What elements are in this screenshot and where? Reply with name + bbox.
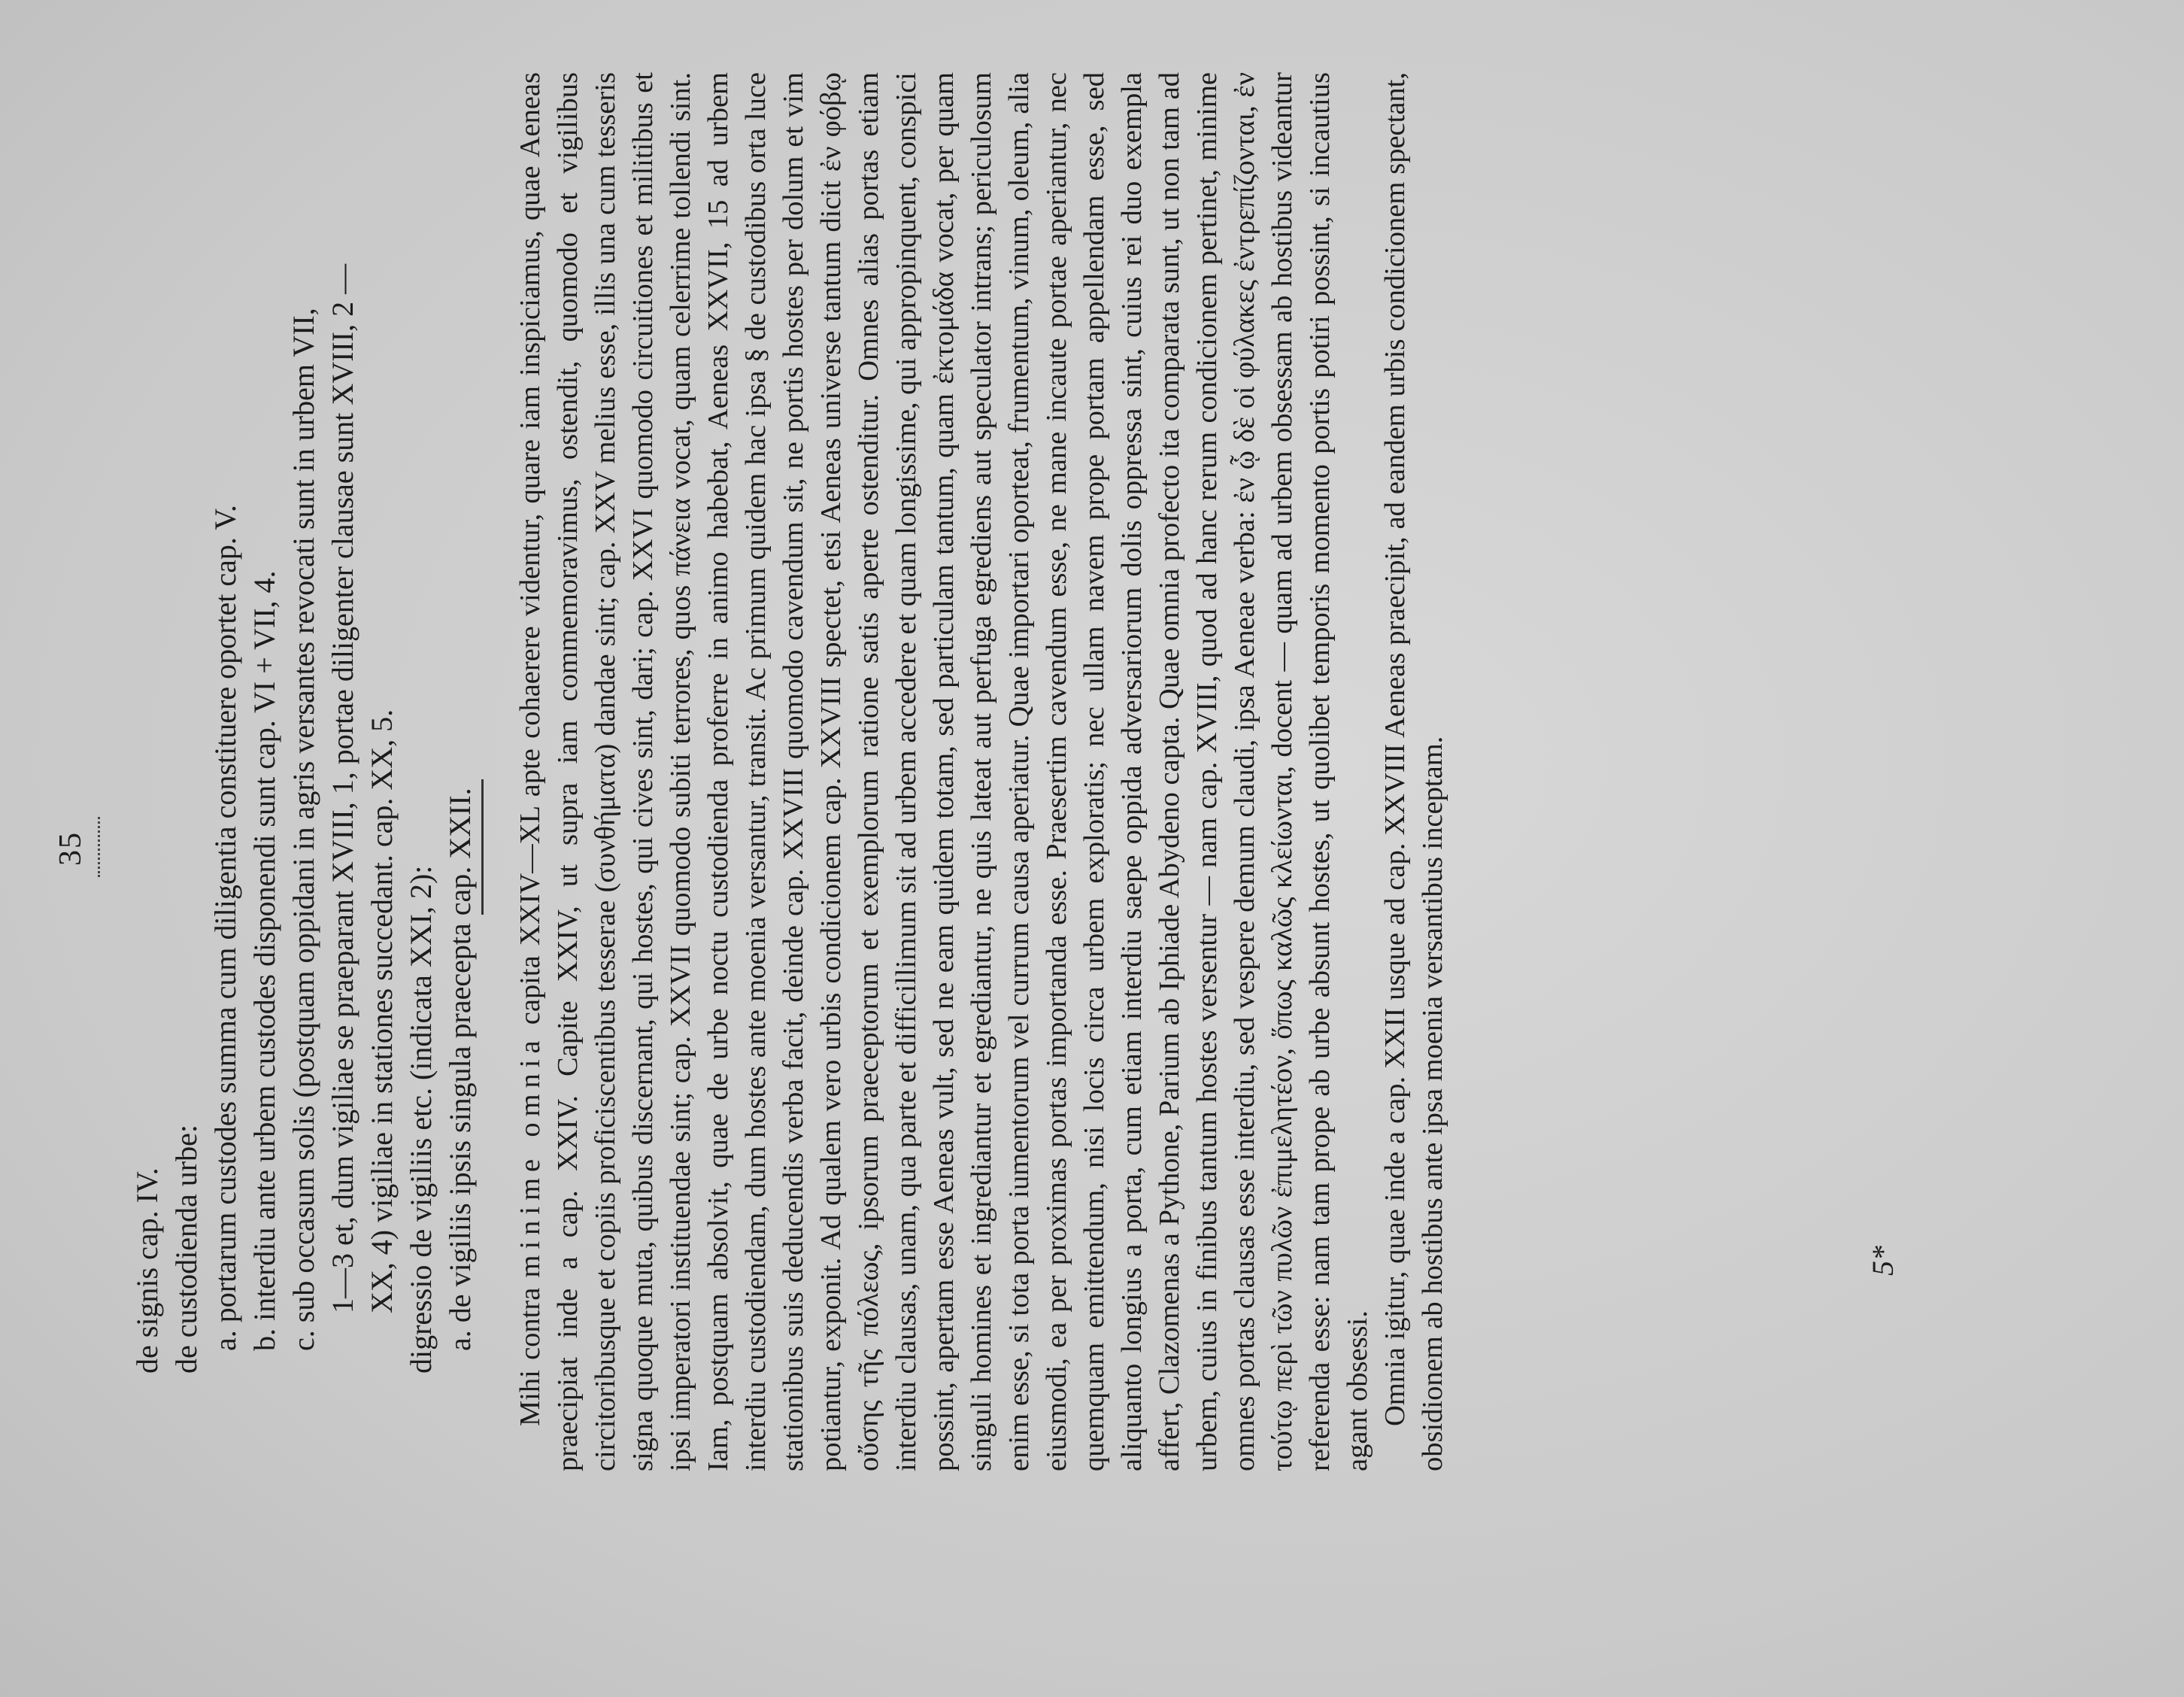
section-divider: [481, 779, 484, 915]
spaced-emphasis: minime omnia: [514, 1034, 546, 1278]
outline-line: a. portarum custodes summa cum diligentia constituere oportet cap. V.: [208, 505, 242, 1351]
outline-line: digressio de vigiliis etc. (indicata XXI, 2):: [404, 865, 438, 1374]
signature-mark: 5*: [1866, 1246, 1900, 1276]
outline-line: XX, 4) vigiliae in stationes succedant. cap. XX, 5.: [365, 709, 399, 1313]
outline-line: b. interdiu ante urbem custodes disponendi sunt cap. VI + VII, 4.: [247, 570, 281, 1351]
outline-list: [128, 80, 480, 1374]
outline-line: a. de vigiliis ipsis singula praecepta cap. XXII.: [443, 788, 477, 1351]
paragraph-text: capita XXIV—XL apte cohaerere videntur, quare iam inspiciamus, quae Aeneas praecipiat inde a cap. XXIV. Capite XXIV, ut supra iam commemoravimus, ostendit, quomodo et vigilibus circitoribusque et copiis proficiscentibus tesserae (συνθήματα) dandae sint; cap. XXV melius esse, illis una cum tesseris signa quoque muta, quibus discernant, qui hostes, qui cives sint, dari; cap. XXVI quomodo circuitiones et militibus et ipsi imperatori instituendae sint; cap. XXVII quomodo subiti terrores, quos πάνεια vocat, quam celerrime tollendi sint. Iam, postquam absolvit, quae de urbe noctu custodienda proferre in animo habebat, Aeneas XXVII, 15 ad urbem interdiu custodiendam, dum hostes ante moenia versantur, transit. Ac primum quidem hac ipsa § de custodibus orta luce stationibus suis deducendis verba facit, deinde cap. XXVIII quomodo cavendum sit, ne portis hostes per dolum et vim potiantur, exponit. Ad qualem vero urbis condicionem cap. XXVIII spectet, etsi Aeneas universe tantum dicit ἐν φόβῳ οὔσης τῆς πόλεως, ipsorum praeceptorum et exemplorum ratione satis aperte ostenditur. Omnes alias portas etiam interdiu clausas, unam, qua parte et difficillimum sit ad urbem accedere et quam longissime, qui appropinquent, conspici possint, apertam esse Aeneas vult, sed ne eam quidem totam, sed particulam tantum, quam ἐκτομάδα vocat, per quam singuli homines et ingrediantur et egrediantur, ne quis lateat aut perfuga egrediens aut speculator intrans; periculosum enim esse, si tota porta iumentorum vel currum causa aperiatur. Quae importari oporteat, frumentum, vinum, oleum, alia eiusmodi, ea per proximas portas importanda esse. Praesertim cavendum esse, ne mane incaute portae aperiantur, nec quemquam emittendum, nisi locis circa urbem exploratis; nec ullam navem prope portam appellendam esse, sed aliquanto longius a porta, cum etiam interdiu saepe oppida adversariorum dolis oppressa sint, cuius rei duo exempla affert, Clazomenas a Pythone, Parium ab Iphiade Abydeno capta. Quae omnia profecto ita comparata sunt, ut non tam ad urbem, cuius in finibus tantum hostes versentur — nam cap. XVIII, quod ad hanc rerum condicionem pertinet, minime omnes portas clausas esse interdiu, sed vespere demum claudi, ipsa Aeneae verba: ἐν ᾧ δὲ οἱ φύλακες ἐντρεπίζονται, ἐν τούτῳ περὶ τῶν πυλῶν ἐπιμελητέον, ὅπως καλῶς κλείωνται, docent — quam ad urbem obsessam ab hostibus videantur referenda esse: nam tam prope ab urbe absunt hostes, ut quolibet temporis momento portis potiri possint, si incautius agant obsessi.: [514, 71, 1373, 1471]
paragraph: [511, 72, 1376, 1471]
body-text: [511, 72, 1451, 1471]
page-number-ornament: [98, 817, 100, 877]
paragraph-opening: Mihi contra: [514, 1287, 546, 1426]
outline-line: de custodienda urbe:: [169, 1125, 203, 1374]
paragraph: [1376, 72, 1451, 1471]
outline-line: c. sub occasum solis (postquam oppidani in agris versantes revocati sunt in urbem VII,: [287, 308, 320, 1351]
paragraph-text: Omnia igitur, quae inde a cap. XXII usque ad cap. XXVIII Aeneas praecipit, ad eandem urbis condicionem spectant, obsidionem ab hostibus ante ipsa moenia versantibus inceptam.: [1379, 72, 1448, 1471]
outline-line: 1—3 et, dum vigiliae se praeparant XVIII, 1, portae diligenter clausae sunt XVIII, 2 —: [326, 263, 359, 1313]
page-number: 35: [53, 831, 88, 866]
outline-line: de signis cap. IV.: [130, 1167, 164, 1374]
